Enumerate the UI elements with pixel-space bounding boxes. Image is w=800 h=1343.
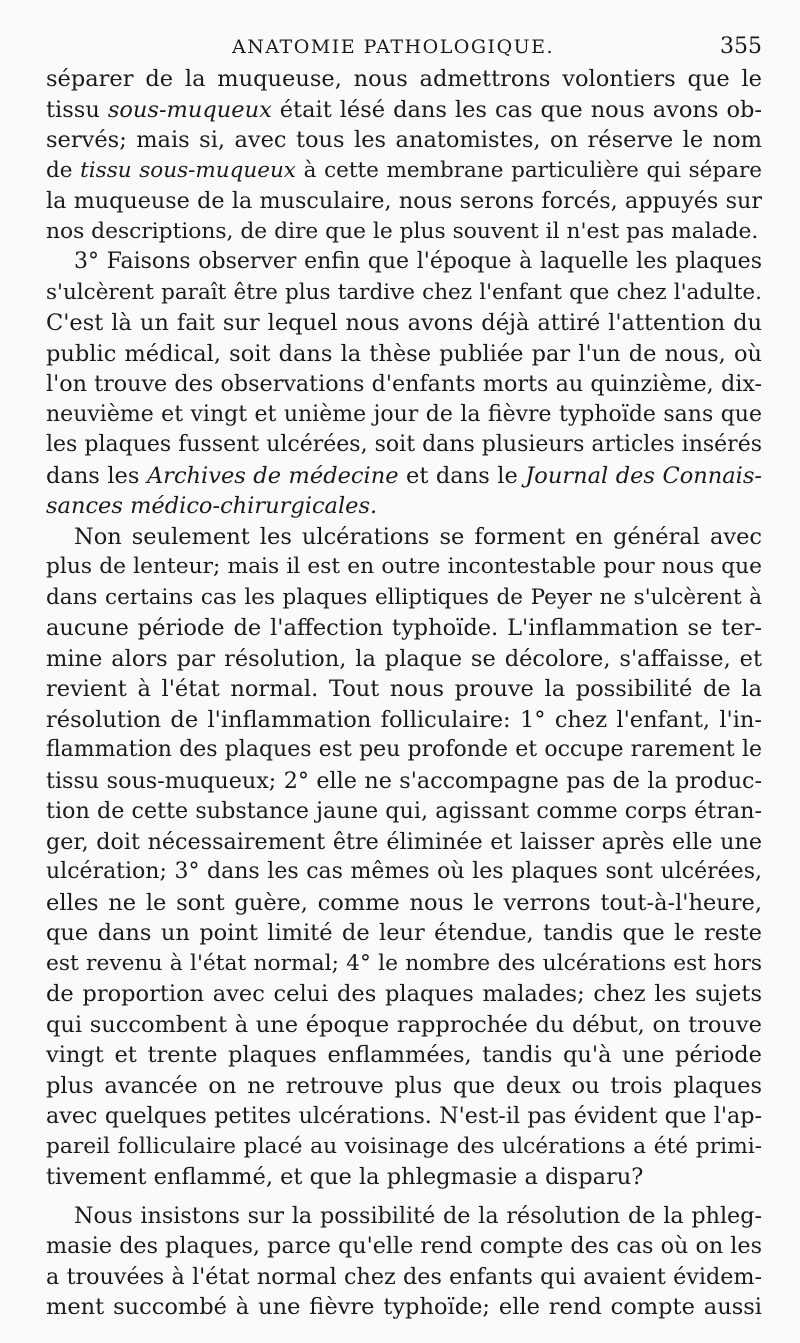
text-line: résolution de l'inflammation folliculaire: 1° chez l'enfant, l'in-	[46, 706, 762, 733]
running-head: ANATOMIE PATHOLOGIQUE.	[232, 36, 555, 58]
text-line: l'on trouve des observations d'enfants morts au quinzième, dix-	[46, 371, 762, 397]
text-line: servés; mais si, avec tous les anatomistes, on réserve le nom	[46, 127, 762, 153]
text-line: nos descriptions, de dire que le plus souvent il n'est pas malade.	[46, 218, 759, 244]
text-line: de proportion avec celui des plaques malades; chez les sujets	[46, 981, 762, 1007]
text-line: que dans un point limité de leur étendue, tandis que le reste	[46, 920, 762, 946]
text-line: s'ulcèrent paraît être plus tardive chez l'enfant que chez l'adulte.	[46, 279, 762, 305]
text-span: de	[46, 157, 81, 183]
text-line: Nous insistons sur la possibilité de la résolution de la phleg-	[74, 1202, 762, 1229]
text-line: Non seulement les ulcérations se forment en général avec	[74, 523, 762, 550]
text-line: a trouvées à l'état normal chez des enfants qui avaient évidem-	[46, 1263, 762, 1290]
text-line: neuvième et vingt et unième jour de la fièvre typhoïde sans que	[46, 401, 762, 427]
text-line: C'est là un fait sur lequel nous avons déjà attiré l'attention du	[46, 310, 762, 336]
page-body	[46, 64, 762, 1323]
text-line: masie des plaques, parce qu'elle rend compte des cas où on les	[46, 1233, 762, 1259]
text-line	[46, 156, 762, 187]
text-line: avec quelques petites ulcérations. N'est-il pas évident que l'ap-	[46, 1103, 762, 1129]
text-line: dans certains cas les plaques elliptiques de Peyer ne s'ulcèrent à	[46, 584, 762, 610]
text-line: tion de cette substance jaune qui, agissant comme corps étran-	[46, 798, 762, 824]
paragraph-gap	[46, 1193, 762, 1201]
text-span: tissu	[46, 96, 108, 123]
text-span: et dans le	[398, 462, 526, 489]
text-line: plus avancée on ne retrouve plus que deux ou trois plaques	[46, 1072, 762, 1099]
text-line: la muqueuse de la musculaire, nous serons forcés, appuyés sur	[46, 188, 762, 214]
italic-title: Archives de médecine	[146, 462, 399, 489]
text-line: aucune période de l'affection typhoïde. L'inflammation se ter-	[46, 615, 762, 641]
text-line: les plaques fussent ulcérées, soit dans plusieurs articles insérés	[46, 432, 762, 457]
text-line: qui succombent à une époque rapprochée du début, on trouve	[46, 1011, 762, 1038]
text-line: mine alors par résolution, la plaque se décolore, s'affaisse, et	[46, 645, 762, 672]
text-line: flammation des plaques est peu profonde et occupe rarement le	[46, 737, 762, 762]
text-line: vingt et trente plaques enflammées, tandis qu'à une période	[46, 1042, 762, 1068]
text-span: était lésé dans les cas que nous avons ob-	[271, 96, 762, 123]
italic-title: Journal des Connais-	[525, 462, 762, 489]
text-line: 3° Faisons observer enfin que l'époque à laquelle les plaques	[74, 249, 762, 274]
text-line: est revenu à l'état normal; 4° le nombre des ulcérations est hors	[46, 950, 762, 976]
text-line: plus de lenteur; mais il est en outre incontestable pour nous que	[46, 554, 762, 579]
page-header	[46, 32, 762, 66]
text-line: ulcération; 3° dans les cas mêmes où les plaques sont ulcérées,	[46, 859, 762, 884]
text-span: à cette membrane particulière qui sépare	[295, 157, 762, 183]
text-line	[46, 95, 762, 126]
text-line: tissu sous-muqueux; 2° elle ne s'accompagne pas de la produc-	[46, 767, 762, 794]
text-line	[46, 461, 762, 492]
text-line: tivement enflammé, et que la phlegmasie a disparu?	[46, 1164, 644, 1190]
text-line: ment succombé à une fièvre typhoïde; elle rend compte aussi	[46, 1294, 762, 1320]
italic-term: tissu sous-muqueux	[80, 157, 296, 183]
text-span: dans les	[46, 462, 147, 489]
italic-term: sous-muqueux	[107, 96, 272, 123]
text-line: public médical, soit dans la thèse publiée par l'un de nous, où	[46, 340, 762, 367]
text-line: séparer de la muqueuse, nous admettrons volontiers que le	[46, 66, 762, 92]
text-line	[46, 491, 762, 522]
text-line: revient à l'état normal. Tout nous prouve la possibilité de la	[46, 676, 762, 702]
text-line: pareil folliculaire placé au voisinage des ulcérations a été primi-	[46, 1133, 762, 1159]
page-number: 355	[720, 34, 762, 59]
text-line: ger, doit nécessairement être éliminée et laisser après elle une	[46, 828, 762, 855]
text-line: elles ne le sont guère, comme nous le verrons tout-à-l'heure,	[46, 889, 762, 916]
italic-title: sances médico-chirurgicales.	[46, 493, 378, 519]
